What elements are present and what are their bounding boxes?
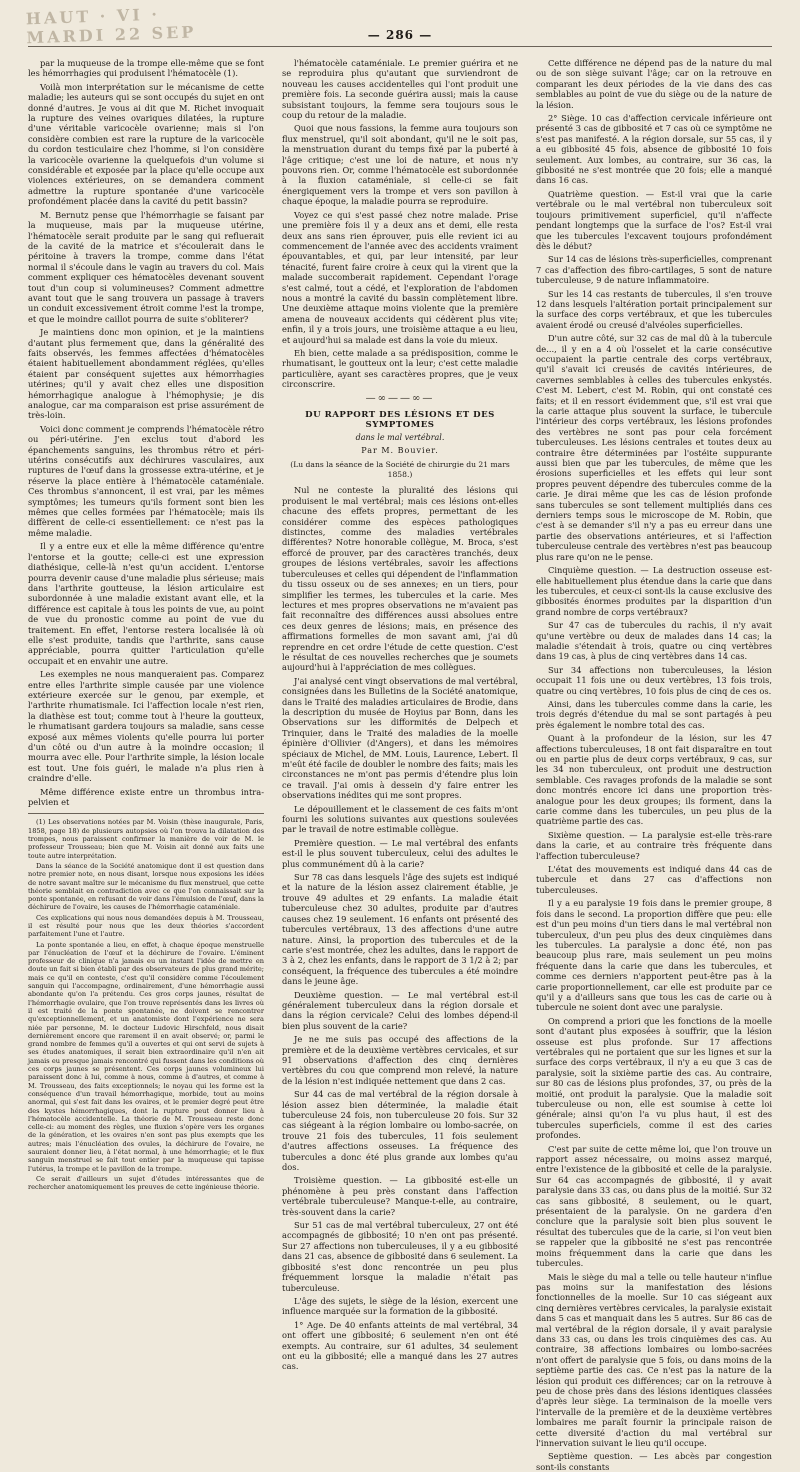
paragraph: Deuxième question. — Le mal vertébral est-il généralement tuberculeux dans la région dorsale et dans la région cervicale? Celui des lombes dépend-il bien plus souvent de la carie?: [282, 989, 518, 1031]
paragraph: Je maintiens donc mon opinion, et je la maintiens d'autant plus fermement que, dans la généralité des faits observés, les femmes affectées d'hématocèles étaient habituellement abondamment réglées, qu'elles étaient par conséquent sujettes aux hémorrhagies utérines; qu'il y avait chez elles une disposition hémorrhagique analogue à l'hémophysie; je dis analogue, car ma comparaison est prise assurément de très-loin.: [28, 327, 264, 421]
paragraph: Voici donc comment je comprends l'hématocèle rétro ou péri-utérine. J'en exclus tout d'abord les épanchements sanguins, les thrombus rétro et péri-utérins consécutifs aux déchirures vasculaires, aux ruptures de l'œuf dans la grossesse extra-utérine, et je réserve la place entière à l'hématocèle cataméniale. Ces thrombus s'annoncent, il est vrai, par les mêmes symptômes; les tumeurs qu'ils forment sont bien les mêmes que celles formées par l'hématocèle; mais ils diffèrent de celle-ci essentiellement: ce n'est pas la même maladie.: [28, 423, 264, 538]
paragraph: Le dépouillement et le classement de ces faits m'ont fourni les solutions suivantes aux questions soulevées par le travail de notre estimable collègue.: [282, 803, 518, 835]
paragraph: D'un autre côté, sur 32 cas de mal dû à la tubercule de..., il y en a 4 où l'osselet et la carie consécutive occupaient la partie centrale des corps vertébraux, qu'il s'avait ici creusés de cavités intérieures, de cavernes semblables à celles des tubercules enkystés. C'est M. Lebert, c'est M. Robin, qui ont constaté ces faits; et il en ressort évidemment que, s'il est vrai que la carie attaque plus souvent la surface, le tubercule l'intérieur des corps vertébraux, les lésions profondes des vertèbres ne sont pas pour cela forcément tuberculeuses. Les lésions centrales et toutes deux au contraire être déterminées par l'ostéite suppurante aussi bien que par les tubercules, de même que les érosions superficielles et les effets qui leur sont propres peuvent dépendre des tubercules comme de la carie. Je dirai même que les cas de lésion profonde sans tubercules se sont tellement multipliés dans ces derniers temps sous le microscope de M. Robin, que c'est à se demander s'il n'y a pas eu erreur dans une partie des observations antérieures, et si l'affection tuberculeuse centrale des vertèbres n'est pas beaucoup plus rare qu'on ne le pense.: [536, 333, 772, 562]
paragraph: Quant à la profondeur de la lésion, sur les 47 affections tuberculeuses, 18 ont fait disparaître en tout ou en partie plus de deux corps vertébraux, 9 cas, sur les 34 non tuberculeux, ont produit une destruction semblable. Ces ravages profonds de la maladie se sont donc montrés encore ici dans une proportion très-analogue pour les deux groupes; ils forment, dans la carie comme dans les tubercules, un peu plus de la quatrième partie des cas.: [536, 733, 772, 827]
column-left: [28, 58, 264, 1192]
paragraph: Sur 47 cas de tubercules du rachis, il n'y avait qu'une vertèbre ou deux de malades dans 14 cas; la maladie s'étendait à trois, quatre ou cinq vertèbres dans 19 cas, à plus de cinq vertèbres dans 14 cas.: [536, 620, 772, 662]
paragraph: Voyez ce qui s'est passé chez notre malade. Prise une première fois il y a deux ans et demi, elle resta deux ans sans rien éprouver, puis elle revient ici au commencement de l'année avec des accidents vraiment épouvantables, et qui, par leur intensité, par leur ténacité, furent faire croire à ceux qui la virent que la malade succomberait rapidement. Cependant l'orage s'est calmé, tout a cédé, et l'exploration de l'abdomen nous a montré la cavité du bassin complètement libre. Une deuxième attaque moins violente que la première amena de nouveaux accidents qui cédèrent plus vite; enfin, il y a trois jours, une troisième attaque a eu lieu, et aujourd'hui sa malade est dans la voie du mieux.: [282, 209, 518, 345]
paragraph: Quoi que nous fassions, la femme aura toujours son flux menstruel, qu'il soit abondant, qu'il ne le soit pas, la menstruation durant du temps fixé par la puberté à l'âge critique; c'est une loi de nature, et nous n'y pouvons rien. Or, comme l'hématocèle est subordonnée à la fluxion cataméniale, si celle-ci se fait énergiquement vers la trompe et vers son pavillon à chaque époque, la maladie pourra se reproduire.: [282, 123, 518, 207]
paragraph: Sur 78 cas dans lesquels l'âge des sujets est indiqué et la nature de la lésion assez clairement établie, je trouve 49 adultes et 29 enfants. La maladie était tuberculeuse chez 30 adultes, produite par d'autres causes chez 19 seulement. 16 enfants ont présenté des tubercules vertébraux, 13 des affections d'une autre nature. Ainsi, la proportion des tubercules et de la carie s'est montrée, chez les adultes, dans le rapport de 3 à 2, chez les enfants, dans le rapport de 3 1/2 à 2; par conséquent, la fréquence des tubercules a été moindre dans le jeune âge.: [282, 872, 518, 987]
paragraph: Troisième question. — La gibbosité est-elle un phénomène à peu près constant dans l'affection vertébrale tuberculeuse? Manque-t-elle, au contraire, très-souvent dans la carie?: [282, 1175, 518, 1217]
footnote-paragraph: Ces explications qui nous nous demandées depuis à M. Trousseau, il est résulté pour nous que les deux théories s'accordent parfaitement l'une et l'autre.: [28, 913, 264, 939]
paragraph: Sur 51 cas de mal vertébral tuberculeux, 27 ont été accompagnés de gibbosité; 10 n'en ont pas présenté. Sur 27 affections non tuberculeuses, il y a eu gibbosité dans 21 cas, absence de gibbosité dans 6 seulement. La gibbosité s'est donc rencontrée un peu plus fréquemment lorsque la maladie n'était pas tuberculeuse.: [282, 1220, 518, 1293]
paragraph: Mais le siège du mal a telle ou telle hauteur n'influe pas moins sur la manifestation des lésions fonctionnelles de la moelle. Sur 10 cas siégeant aux cinq dernières vertèbres cervicales, la paralysie existait dans 5 cas et manquait dans les 5 autres. Sur 86 cas de mal vertébral de la région dorsale, il y avait paralysie dans 33 cas, ou dans les trois cinquièmes des cas. Au contraire, 38 affections lombaires ou lombo-sacrées n'ont offert de paralysie que 5 fois, ou dans moins de la septième partie des cas. Ce n'est pas la nature de la lésion qui produit ces différences; car on la retrouve à peu de chose près dans des lésions identiques classées d'après leur siège. La terminaison de la moelle vers l'intervalle de la première et de la deuxième vertèbres lombaires me paraît fournir la principale raison de cette diversité d'action du mal vertébral sur l'innervation suivant le lieu qu'il occupe.: [536, 1271, 772, 1448]
paragraph: Septième question. — Les abcès par congestion sont-ils constants: [536, 1451, 772, 1472]
paragraph: 1° Age. De 40 enfants atteints de mal vertébral, 34 ont offert une gibbosité; 6 seulement n'en ont été exempts. Au contraire, sur 61 adultes, 34 seulement ont eu la gibbosité; elle a manqué dans les 27 autres cas.: [282, 1319, 518, 1372]
column-right-body: [536, 58, 772, 1472]
paragraph: Je ne me suis pas occupé des affections de la première et de la deuxième vertèbres cervicales, et sur 91 observations d'affection des cinq dernières vertèbres du cou que comprend mon relevé, la nature de la lésion n'est indiquée nettement que dans 2 cas.: [282, 1034, 518, 1086]
paragraph: Nul ne conteste la pluralité des lésions qui produisent le mal vertébral; mais ces lésions ont-elles chacune des effets propres, permettant de les considérer comme des espèces pathologiques distinctes, comme des maladies vertébrales différentes? Notre honorable collègue, M. Broca, s'est efforcé de prouver, par des caractères tranchés, deux groupes de lésions vertébrales, savoir les affections tuberculeuses et celles qui dépendent de l'inflammation du tissu osseux ou de ses annexes; en un tiers, pour simplifier les termes, les tubercules et la carie. Mes lectures et mes propres observations ne m'avaient pas fait reconnaître des différences aussi absolues entre ces deux genres de lésions; mais, en présence des affirmations formelles de mon savant ami, j'ai dû reprendre en cet ordre l'étude de cette question. C'est le résultat de ces nouvelles recherches que je soumets aujourd'hui à l'appréciation de mes collègues.: [282, 485, 518, 673]
paragraph: Il y a eu paralysie 19 fois dans le premier groupe, 8 fois dans le second. La proportion diffère que peu: elle est d'un peu moins d'un tiers dans le mal vertébral non tuberculeux, d'un peu plus des deux cinquièmes dans les tubercules. La paralysie a donc été, non pas beaucoup plus rare, mais seulement un peu moins fréquente dans la carie que dans les tubercules, et comme ces derniers n'apportent peut-être pas à la carie proportionnellement, car elle est produite par ce qu'il y a d'ailleurs sans que tous les cas de carie ou à tubercule ne soient dont avec une paralysie.: [536, 898, 772, 1013]
paragraph: L'état des mouvements est indiqué dans 44 cas de tubercule et dans 27 cas d'affections non tuberculeuses.: [536, 864, 772, 895]
article-title: DU RAPPORT DES LÉSIONS ET DES SYMPTOMES: [305, 410, 495, 431]
article-read-note: (Lu dans la séance de la Société de chirurgie du 21 mars 1858.): [290, 459, 510, 480]
paragraph: Sur 14 cas de lésions très-superficielles, comprenant 7 cas d'affection des fibro-cartilages, 5 sont de nature tuberculeuse, 9 de nature inflammatoire.: [536, 254, 772, 286]
footnote-paragraph: (1) Les observations notées par M. Voisin (thèse inaugurale, Paris, 1858, page 18) de plusieurs autopsies où l'on trouva la dilatation des trompes, nous paraissent confirmer la manière de voir de M. le professeur Trousseau; bien que M. Voisin ait donné aux faits une toute autre interprétation.: [28, 818, 264, 860]
paragraph: Cette différence ne dépend pas de la nature du mal ou de son siège suivant l'âge; car on la retrouve en comparant les deux périodes de la vie dans des cas semblables au point de vue du siège ou de la nature de la lésion.: [536, 58, 772, 110]
paragraph: 2° Siège. 10 cas d'affection cervicale inférieure ont présenté 3 cas de gibbosité et 7 cas où ce symptôme ne s'est pas manifesté. A la région dorsale, sur 55 cas, il y a eu gibbosité 45 fois, absence de gibbosité 10 fois seulement. Aux lombes, au contraire, sur 36 cas, la gibbosité ne s'est montrée que 20 fois; elle a manqué dans 16 cas.: [536, 113, 772, 186]
column-middle-body: [282, 58, 518, 390]
paragraph: Même différence existe entre un thrombus intra-pelvien et: [28, 786, 264, 808]
column-right: [536, 58, 772, 1472]
footnote-paragraph: La ponte spontanée a lieu, en effet, à chaque époque menstruelle par l'énucléation de l'œuf et la déchirure de l'ovaire. L'éminent professeur de clinique n'a jamais eu un instant l'idée de mettre en doute un fait si bien établi par des observateurs de plus grand mérite; mais ce qu'il en conteste, c'est qu'il considère comme l'écoulement sanguin qui l'accompagne, ordinairement, d'une hémorrhagie aussi abondante qu'on l'a prétendu. Ces gros corps jaunes, résultat de l'hémorrhagie ovulaire, que l'on trouve représentés dans les livres où il est traité de la ponte spontanée, ne doivent se rencontrer qu'exceptionnellement, et un anatomiste dont l'expérience ne sera niée par personne, M. le docteur Ludovic Hirschfeld, nous disait dernièrement encore que rarement il en avait observé; or, parmi le grand nombre de femmes qu'il a ouvertes et qui ont servi de sujets à ses études anatomiques, il serait bien extraordinaire qu'il n'en ait jamais eu presque jamais rencontré qui fussent dans les conditions où ces corps jaunes se présentent. Ces corps jaunes volumineux lui paraissent donc à lui, comme à nous, comme à d'autres, et comme à M. Trousseau, des faits exceptionnels; le noyau qui les forme est la conséquence d'un travail hémorrhagique, morbide, tout au moins anormal, qui s'est fait dans les ovaires, et le premier degré peut être des kystes hémorrhagiques, dont la rupture peut donner lieu à l'hématocèle accidentelle. La théorie de M. Trousseau reste donc celle-ci: au moment des règles, une fluxion s'opère vers les organes de la génération, et les ovaires n'en sont pas plus exempts que les autres; mais l'énucléation des ovules, la déchirure de l'ovaire, ne sauraient donner lieu, à l'état normal, à une hémorrhagie; et le flux sanguin menstruel se fait tout entier par la muqueuse qui tapisse l'utérus, la trompe et le pavillon de la trompe.: [28, 940, 264, 1173]
footnote-paragraph: Dans la séance de la Société anatomique dont il est question dans notre premier note, en nous disant, lorsque nous exposions les idées de notre savant maître sur le mécanisme du flux menstruel, que cette théorie semblait en contradiction avec ce que l'on connaissait sur la ponte spontanée, en refusant de voir dans l'émulsion de l'œuf, dans la déchirure de l'ovaire, les causes de l'hémorrhagie cataméniale.: [28, 861, 264, 912]
paragraph: Sixième question. — La paralysie est-elle très-rare dans la carie, et au contraire très fréquente dans l'affection tuberculeuse?: [536, 829, 772, 861]
paragraph: Sur 44 cas de mal vertébral de la région dorsale à lésion assez bien déterminée, la maladie était tuberculeuse 24 fois, non tuberculeuse 20 fois. Sur 32 cas siégeant à la région lombaire ou lombo-sacrée, on trouve 21 fois des tubercules, 11 fois seulement d'autres affections osseuses. La fréquence des tubercules a donc été plus grande aux lombes qu'au dos.: [282, 1089, 518, 1173]
paragraph: Première question. — Le mal vertébral des enfants est-il le plus souvent tuberculeux, celui des adultes le plus communément dû à la carie?: [282, 837, 518, 869]
article-body: [282, 485, 518, 1371]
paragraph: Eh bien, cette malade a sa prédisposition, comme le rhumatisant, le goutteux ont la leur; c'est cette maladie particulière, ayant ses caractères propres, que je veux circonscrire.: [282, 347, 518, 390]
column-left-body: [28, 58, 264, 807]
footnote-paragraph: Ce serait d'ailleurs un sujet d'études intéressantes que de rechercher anatomiquement les preuves de cette ingénieuse théorie.: [28, 1174, 264, 1192]
paragraph: J'ai analysé cent vingt observations de mal vertébral, consignées dans les Bulletins de la Société anatomique, dans le Traité des maladies articulaires de Brodie, dans la description du musée de Hoyius par Bonn, dans les Observations sur les difformités de Delpech et Trinquier, dans le Traité des maladies de la moelle épinière d'Ollivier (d'Angers), et dans les mémoires spéciaux de Michel, de MM. Louis, Laurence, Lebert. Il m'eût été facile de doubler le nombre des faits; mais les circonstances ne m'ont pas permis d'étendre plus loin ce travail. J'ai omis à dessein d'y faire entrer les observations inédites qui me sont propres.: [282, 675, 518, 801]
library-stamp: HAUT · VI · MARDI 22 SEP: [25, 4, 197, 48]
section-separator: —∞——∞—: [365, 392, 435, 404]
column-middle: [282, 58, 518, 1372]
header-rule: [28, 46, 772, 47]
footnotes: [28, 813, 264, 1191]
paragraph: Sur les 14 cas restants de tubercules, il s'en trouve 12 dans lesquels l'altération portait principalement sur la surface des corps vertébraux, et que les tubercules avaient érodé ou creusé d'alvéoles superficielles.: [536, 288, 772, 330]
article-author: Par M. Bouvier.: [361, 446, 439, 456]
paragraph: Cinquième question. — La destruction osseuse est-elle habituellement plus étendue dans la carie que dans les tubercules, et ceux-ci sont-ils la cause exclusive des gibbosités énormes produites par la disparition d'un grand nombre de corps vertébraux?: [536, 565, 772, 617]
paragraph: M. Bernutz pense que l'hémorrhagie se faisant par la muqueuse, mais par la muqueuse utérine, l'hématocèle serait produite par le sang qui refluerait de la cavité de la matrice et s'écoulerait dans le péritoine à travers la trompe, comme dans l'état normal il s'écoule dans le vagin au travers du col. Mais comment expliquer ces hématocèles devenant souvent tout d'un coup si volumineuses? Comment admettre avant tout que le sang trouvera un passage à travers un conduit excessivement étroit comme l'est la trompe, et que le moindre caillot pourra de suite s'obliterer?: [28, 209, 264, 324]
paragraph: Ainsi, dans les tubercules comme dans la carie, les trois degrés d'étendue du mal se sont partagés à peu près également le nombre total des cas.: [536, 698, 772, 730]
paragraph: C'est par suite de cette même loi, que l'on trouve un rapport assez nécessaire, ou moins assez marqué, entre l'existence de la gibbosité et celle de la paralysie. Sur 64 cas accompagnés de gibbosité, il y avait paralysie dans 33 cas, ou dans plus de la moitié. Sur 32 cas sans gibbosité, 8 seulement, ou le quart, présentaient de la paralysie. On ne gardera d'en conclure que la paralysie soit bien plus souvent le résultat des tubercules que de la carie, si l'on veut bien se rappeler que la gibbosité ne s'est pas rencontrée moins fréquemment dans la carie que dans les tubercules.: [536, 1143, 772, 1269]
paragraph: Sur 34 affections non tuberculeuses, la lésion occupait 11 fois une ou deux vertèbres, 13 fois trois, quatre ou cinq vertèbres, 10 fois plus de cinq de ces os.: [536, 664, 772, 696]
paragraph: l'hématocèle cataméniale. Le premier guérira et ne se reproduira plus qu'autant que surviendront de nouveau les causes accidentelles qui l'ont produit une première fois. La seconde guérira aussi; mais la cause subsistant toujours, la femme sera toujours sous le coup du retour de la maladie.: [282, 58, 518, 121]
paragraph: par la muqueuse de la trompe elle-même que se font les hémorrhagies qui produisent l'hématocèle (1).: [28, 58, 264, 79]
paragraph: Il y a entre eux et elle la même différence qu'entre l'entorse et la goutte; celle-ci est une expression diathésique, celle-là n'est qu'un accident. L'entorse pourra devenir cause d'une maladie plus sérieuse; mais dans l'arthrite goutteuse, la lésion articulaire est subordonnée à une maladie existant avant elle, et la différence est capitale à tous les points de vue, au point de vue du pronostic comme au point de vue du traitement. En effet, l'entorse restera localisée là où elle s'est produite, tandis que l'arthrite, sans cause appréciable, pourra quitter l'articulation qu'elle occupait et en envahir une autre.: [28, 541, 264, 666]
page-number: — 286 —: [367, 28, 433, 42]
paragraph: Quatrième question. — Est-il vrai que la carie vertébrale ou le mal vertébral non tuberculeux soit toujours primitivement superficiel, qu'il n'affecte pendant longtemps que la surface de l'os? Est-il vrai que les tubercules l'excavent toujours profondément dès le début?: [536, 188, 772, 251]
paragraph: Les exemples ne nous manqueraient pas. Comparez entre elles l'arthrite simple causée par une violence extérieure exercée sur le genou, par exemple, et l'arthrite rhumatismale. Ici l'affection locale n'est rien, la diathèse est tout; comme tout à l'heure la goutteux, le rhumatisant gardera toujours sa maladie, sans cesse exposé aux mêmes violents qu'elle pourra lui porter d'un côté ou d'un autre à la moindre occasion; il mourra avec elle. Pour l'arthrite simple, la lésion locale est tout. Une fois guéri, le malade n'a plus rien à craindre d'elle.: [28, 669, 264, 784]
page-header: [28, 22, 772, 42]
article-subtitle: dans le mal vertébral.: [355, 432, 445, 442]
paragraph: On comprend a priori que les fonctions de la moelle sont d'autant plus exposées à souffrir, que la lésion osseuse est plus profonde. Sur 17 affections vertébrales qui ne portaient que sur les lignes et sur la surface des corps vertébraux, il n'y a eu que 3 cas de paralysie, soit la sixième partie des cas. Au contraire, sur 80 cas de lésions plus profondes, 37, ou près de la moitié, ont produit la paralysie. Que la maladie soit tuberculeuse ou non, elle est soumise à cette loi générale; ainsi qu'on l'a vu plus haut, il est des tubercules superficiels, comme il est des caries profondes.: [536, 1015, 772, 1141]
paragraph: L'âge des sujets, le siège de la lésion, exercent une influence marquée sur la formation de la gibbosité.: [282, 1295, 518, 1317]
paragraph: Voilà mon interprétation sur le mécanisme de cette maladie; les auteurs qui se sont occupés du sujet en ont donné d'autres. Je vous ai dit que M. Richet invoquait la rupture des veines ovariques dilatées, la rupture d'une véritable varicocèle ovarienne; mais si l'on considère combien est rare la rupture de la varicocèle du cordon testiculaire chez l'homme, si l'on considère la varicocèle ovarienne la quelquefois d'un volume si considérable et exposée par la place qu'elle occupe aux violences extérieures, on se demandera comment admettre la rupture spontanée d'une varicocèle profondément placée dans la cavité du petit bassin?: [28, 81, 264, 207]
